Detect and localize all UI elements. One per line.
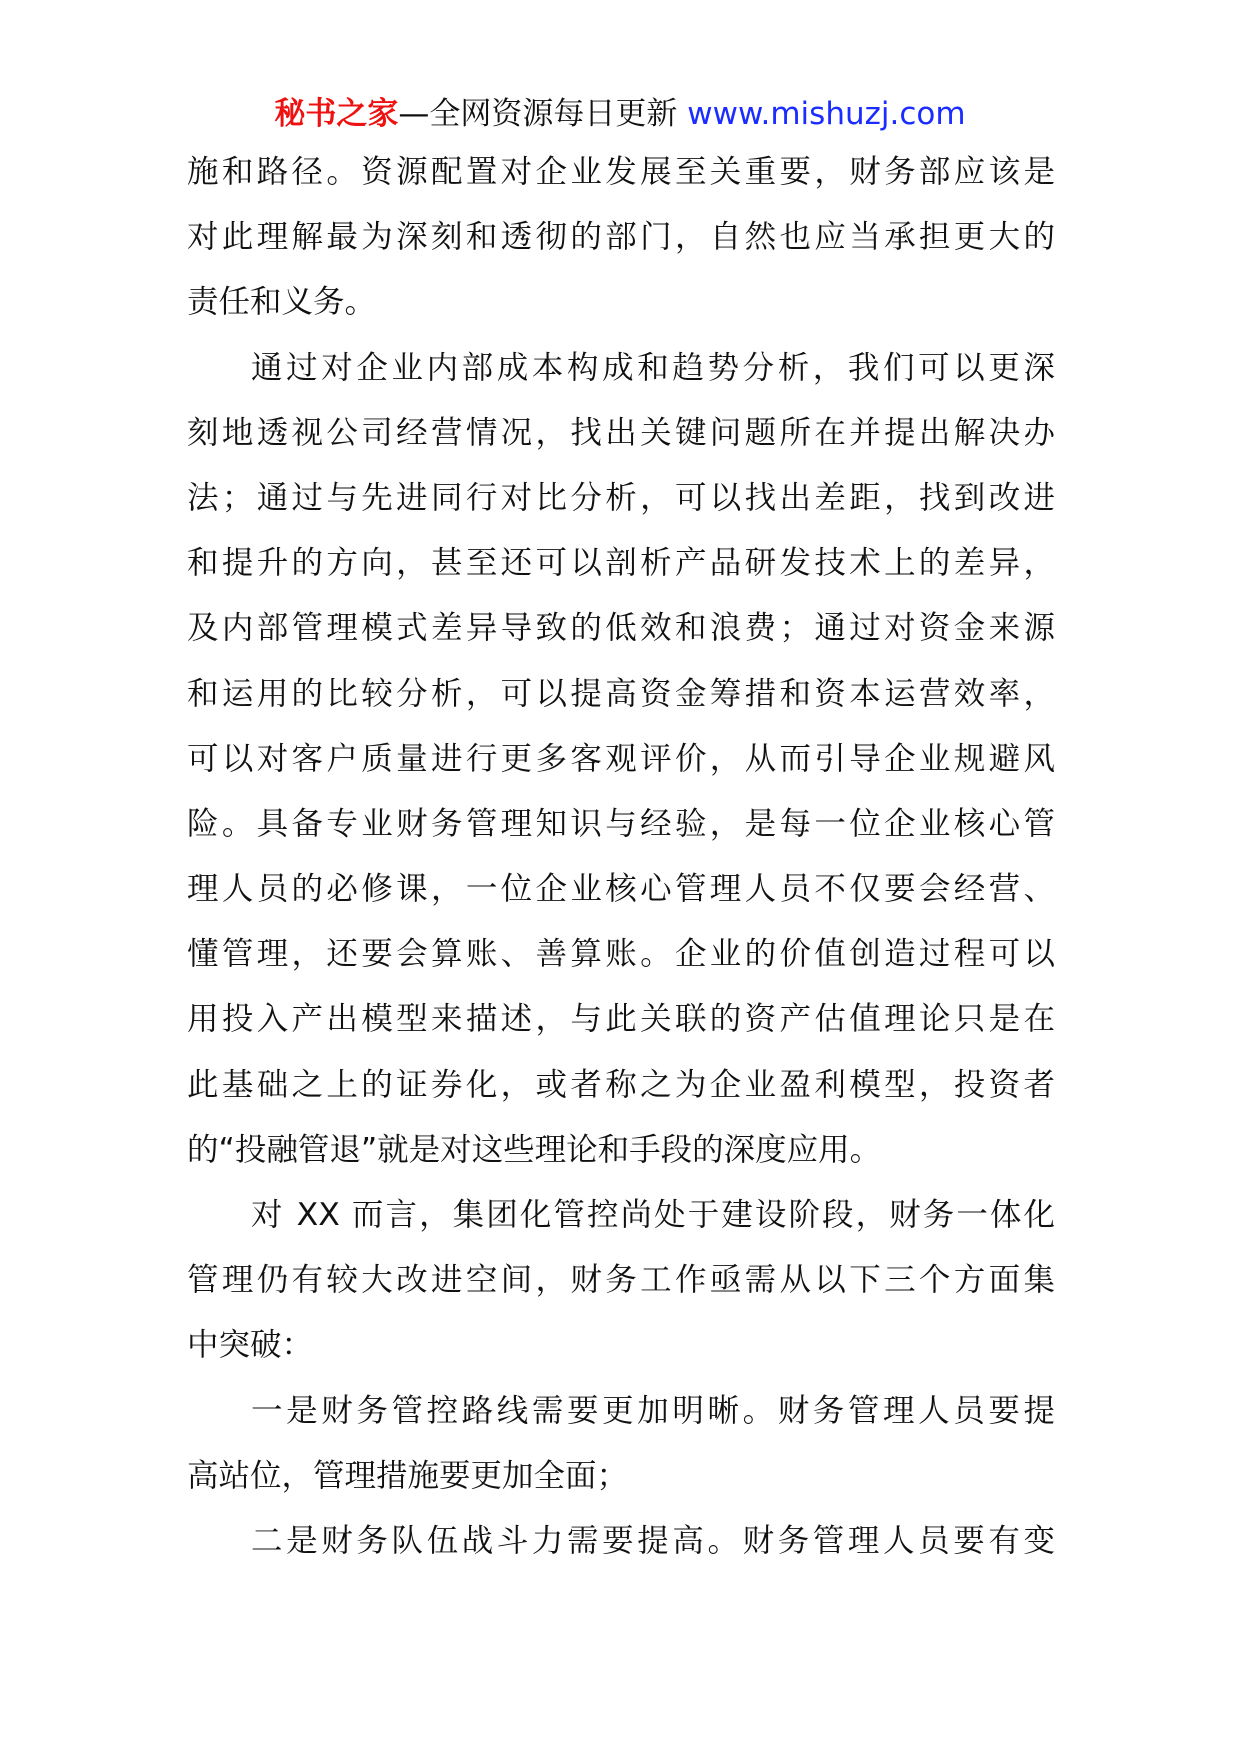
- text-line: 用投入产出模型来描述，与此关联的资产估值理论只是在: [187, 1001, 1055, 1038]
- text-line: 中突破：: [187, 1327, 314, 1364]
- text-line: 理人员的必修课，一位企业核心管理人员不仅要会经营、: [187, 871, 1055, 908]
- text-line: 高站位，管理措施要更加全面；: [187, 1457, 629, 1494]
- text-line: 责任和义务。: [187, 284, 377, 321]
- text-line: 刻地透视公司经营情况，找出关键问题所在并提出解决办: [187, 414, 1055, 451]
- text-line: 对此理解最为深刻和透彻的部门，自然也应当承担更大的: [187, 219, 1055, 256]
- paragraph-first-line: 对 XX 而言，集团化管控尚处于建设阶段，财务一体化: [251, 1197, 1055, 1233]
- text-line: 管理仍有较大改进空间，财务工作亟需从以下三个方面集: [187, 1262, 1055, 1299]
- text-line: 的“投融管退”就是对这些理论和手段的深度应用。: [187, 1131, 882, 1168]
- text-line: 险。具备专业财务管理知识与经验，是每一位企业核心管: [187, 805, 1055, 842]
- text-line: 施和路径。资源配置对企业发展至关重要，财务部应该是: [187, 154, 1055, 190]
- text-line: 法；通过与先进同行对比分析，可以找出差距，找到改进: [187, 479, 1055, 516]
- site-url-link[interactable]: www.mishuzj.com: [687, 96, 966, 132]
- paragraph-first-line: 通过对企业内部成本构成和趋势分析，我们可以更深: [251, 349, 1055, 386]
- text-line: 及内部管理模式差异导致的低效和浪费；通过对资金来源: [187, 610, 1055, 647]
- site-slogan: —全网资源每日更新: [398, 96, 678, 132]
- text-line: 此基础之上的证券化，或者称之为企业盈利模型，投资者: [187, 1066, 1055, 1103]
- site-brand: 秘书之家: [274, 96, 399, 132]
- site-header: [0, 94, 1240, 134]
- text-line: 可以对客户质量进行更多客观评价，从而引导企业规避风: [187, 740, 1055, 777]
- paragraph-first-line: 二是财务队伍战斗力需要提高。财务管理人员要有变: [251, 1522, 1055, 1559]
- document-body: [187, 140, 1055, 1574]
- text-line: 和运用的比较分析，可以提高资金筹措和资本运营效率，: [187, 675, 1055, 712]
- text-line: 和提升的方向，甚至还可以剖析产品研发技术上的差异，: [187, 545, 1055, 582]
- text-line: 懂管理，还要会算账、善算账。企业的价值创造过程可以: [187, 936, 1055, 973]
- paragraph-first-line: 一是财务管控路线需要更加明晰。财务管理人员要提: [251, 1392, 1055, 1429]
